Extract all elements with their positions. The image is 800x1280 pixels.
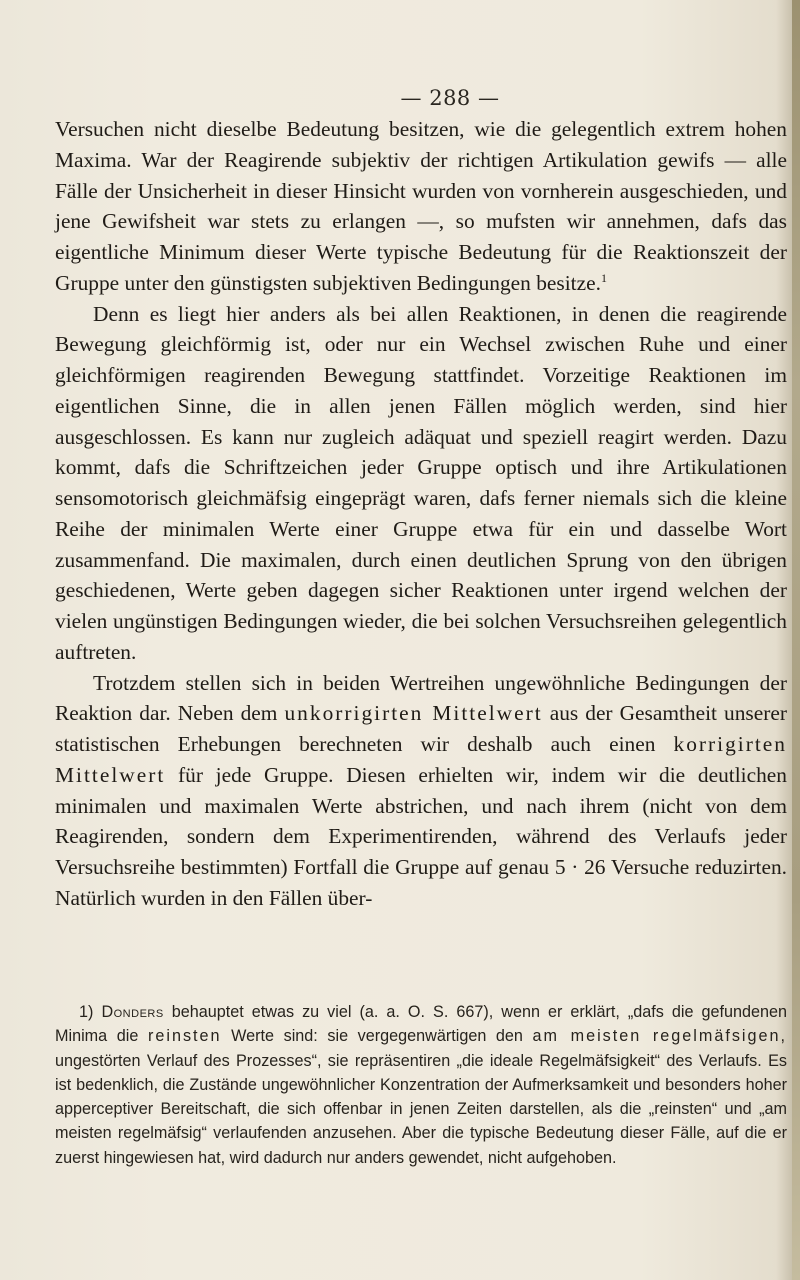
- footnote-text-a: behauptet etwas zu viel (a. a. O. S. 667), wenn er erklärt, „dafs die gefundenen Minima die: [55, 1003, 788, 1046]
- emphasis-korrigirten-mittelwert: korrigirten Mittelwert: [55, 732, 787, 787]
- page-binding-edge: [792, 0, 800, 1280]
- footnote-reference: 1: [600, 270, 607, 285]
- paragraph-3-text-a: Trotzdem stellen sich in beiden Wertreihen ungewöhnliche Bedingungen der Reaktion dar. Neben dem: [55, 670, 787, 726]
- emphasis-unkorrigirten-mittelwert: unkorrigirten Mittelwert: [284, 701, 543, 726]
- main-text: [55, 114, 787, 914]
- footnote-author: Donders: [101, 1003, 164, 1021]
- page-number: — 288 —: [400, 86, 500, 110]
- paragraph-3-text-c: für jede Gruppe. Diesen erhielten wir, indem wir die deutlichen minimalen und maximalen Werte abstrichen, und nach ihrem (nicht von dem Reagirenden, sondern dem Experimentirenden, während des Verlaufs jeder Versuchsreihe bestimmten) Fortfall die Gruppe auf genau 5 · 26 Versuche reduzirten. Natürlich wurden in den Fällen über-: [55, 762, 787, 910]
- footnote-emphasis-am-meisten: am meisten regelmäfsigen,: [532, 1027, 788, 1046]
- footnote-block: [55, 1000, 787, 1170]
- paragraph-3: [55, 668, 787, 914]
- footnote-text-c: ungestörten Verlauf des Prozesses“, sie repräsentiren „die ideale Regelmäfsigkeit“ des Verlaufs. Es ist bedenklich, die Zustände ungewöhnlicher Konzentration der Aufmerksamkeit und besonders hoher apperceptiver Bereitschaft, die sich offenbar in jenen Zeiten darstellen, als die „reinsten“ und „am meisten regelmäfsig“ verlaufenden anzusehen. Aber die typische Bedeutung dieser Fälle, auf die er zuerst hingewiesen hat, wird dadurch nur anders gewendet, nicht aufgehoben.: [55, 1051, 787, 1167]
- paragraph-2: Denn es liegt hier anders als bei allen Reaktionen, in denen die reagirende Bewegung gleichförmig ist, oder nur ein Wechsel zwischen Ruhe und einer gleichförmigen reagirenden Bewegung stattfindet. Vorzeitige Reaktionen im eigentlichen Sinne, die in allen jenen Fällen möglich werden, sind hier ausgeschlossen. Es kann nur zugleich adäquat und speziell reagirt werden. Dazu kommt, dafs die Schriftzeichen jeder Gruppe optisch und ihre Artikulationen sensomotorisch gleichmäfsig eingeprägt waren, dafs ferner niemals sich die kleine Reihe der minimalen Werte einer Gruppe etwa für ein und dasselbe Wort zusammenfand. Die maximalen, durch einen deutlichen Sprung von den übrigen geschiedenen, Werte geben dagegen sicher Reaktionen unter irgend welchen der vielen ungünstigen Bedingungen wieder, die bei solchen Versuchsreihen gelegentlich auftreten.: [55, 301, 787, 664]
- paragraph-3-text-b: aus der Gesamtheit unserer statistischen Erhebungen berechneten wir deshalb auch einen: [55, 701, 787, 756]
- footnote: [55, 1000, 787, 1170]
- paragraph-1-text: Versuchen nicht dieselbe Bedeutung besitzen, wie die gelegentlich extrem hohen Maxima. War der Reagirende subjektiv der richtigen Artikulation gewifs — alle Fälle der Unsicherheit in dieser Hinsicht wurden von vornherein ausgeschieden, und jene Gewifsheit war stets zu erlangen —, so mufsten wir annehmen, dafs das eigentliche Minimum dieser Werte typische Bedeutung für die Reaktionszeit der Gruppe unter den günstigsten subjektiven Bedingungen besitze.: [55, 117, 787, 295]
- footnote-emphasis-reinsten: reinsten: [147, 1027, 222, 1046]
- footnote-text-b: Werte sind: sie vergegenwärtigen den: [231, 1027, 523, 1046]
- footnote-number: 1): [79, 1003, 94, 1021]
- paragraph-1: [55, 114, 787, 299]
